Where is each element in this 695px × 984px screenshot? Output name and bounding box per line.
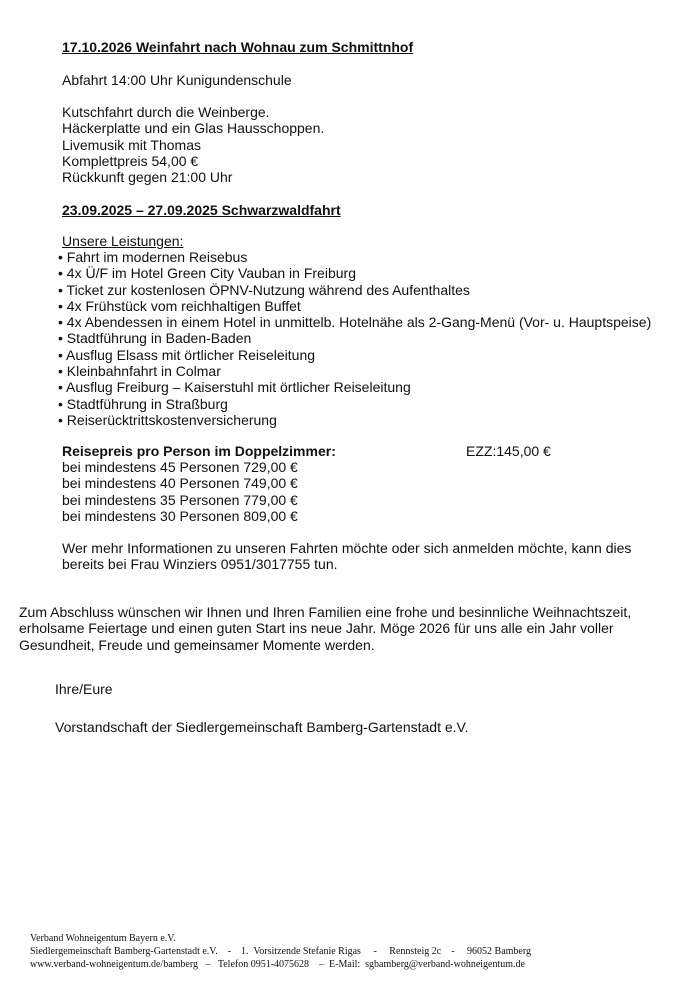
- signature: Vorstandschaft der Siedlergemeinschaft Bamberg-Gartenstadt e.V.: [55, 719, 469, 735]
- price-list: [62, 459, 298, 524]
- list-item: • Ticket zur kostenlosen ÖPNV-Nutzung während des Aufenthaltes: [58, 281, 470, 298]
- event1-departure: Abfahrt 14:00 Uhr Kunigundenschule: [62, 72, 292, 88]
- price-line: bei mindestens 35 Personen 779,00 €: [62, 491, 298, 508]
- greeting: Ihre/Eure: [55, 681, 113, 697]
- list-item: • 4x Frühstück vom reichhaltigen Buffet: [58, 297, 301, 314]
- list-item: • 4x Abendessen in einem Hotel in unmittelb. Hotelnähe als 2-Gang-Menü (Vor- u. Hauptspeise): [58, 314, 652, 331]
- info-line: Wer mehr Informationen zu unseren Fahrten möchte oder sich anmelden möchte, kann dies: [62, 540, 632, 556]
- footer-line: Verband Wohneigentum Bayern e.V.: [30, 933, 176, 944]
- list-item: • Stadtführung in Baden-Baden: [58, 330, 252, 347]
- list-item: • 4x Ü/F im Hotel Green City Vauban in Freiburg: [58, 265, 356, 282]
- footer-line: Siedlergemeinschaft Bamberg-Gartenstadt e.V. - 1. Vorsitzende Stefanie Rigas - Rennsteig 2c - 96052 Bamberg: [30, 946, 532, 957]
- list-item: • Reiserücktrittskostenversicherung: [58, 411, 277, 428]
- list-item: • Ausflug Freiburg – Kaiserstuhl mit örtlicher Reiseleitung: [58, 379, 411, 396]
- detail-line: Komplettpreis 54,00 €: [62, 152, 199, 169]
- closing-paragraph: [19, 604, 631, 653]
- services-list: [58, 249, 651, 428]
- services-label: Unsere Leistungen:: [62, 233, 184, 249]
- detail-line: Rückkunft gegen 21:00 Uhr: [62, 169, 233, 186]
- info-line: bereits bei Frau Winziers 0951/3017755 tun.: [62, 556, 338, 573]
- list-item: • Fahrt im modernen Reisebus: [58, 249, 248, 265]
- list-item: • Stadtführung in Straßburg: [58, 395, 228, 412]
- price-line: bei mindestens 30 Personen 809,00 €: [62, 507, 298, 524]
- price-line: bei mindestens 45 Personen 729,00 €: [62, 459, 298, 475]
- event1-details: [62, 104, 324, 185]
- event2-title: 23.09.2025 – 27.09.2025 Schwarzwaldfahrt: [62, 202, 341, 218]
- closing-line: Gesundheit, Freude und gemeinsamer Momente werden.: [19, 636, 375, 653]
- footer-line: www.verband-wohneigentum.de/bamberg – Telefon 0951-4075628 – E-Mail: sgbamberg@verband-wohneigentum.de: [30, 959, 525, 970]
- detail-line: Livemusik mit Thomas: [62, 136, 202, 153]
- single-room-surcharge: EZZ:145,00 €: [466, 443, 551, 459]
- closing-line: Zum Abschluss wünschen wir Ihnen und Ihren Familien eine frohe und besinnliche Weihnachtszeit,: [19, 604, 632, 620]
- footer: [30, 932, 531, 971]
- price-label: Reisepreis pro Person im Doppelzimmer:: [62, 443, 336, 459]
- list-item: • Kleinbahnfahrt in Colmar: [58, 363, 221, 380]
- detail-line: Häckerplatte und ein Glas Hausschoppen.: [62, 120, 325, 137]
- event1-title: 17.10.2026 Weinfahrt nach Wohnau zum Schmittnhof: [62, 39, 414, 55]
- info-paragraph: [62, 540, 631, 573]
- closing-line: erholsame Feiertage und einen guten Start ins neue Jahr. Möge 2026 für uns alle ein Jahr voller: [19, 620, 614, 637]
- detail-line: Kutschfahrt durch die Weinberge.: [62, 104, 270, 120]
- price-line: bei mindestens 40 Personen 749,00 €: [62, 475, 298, 492]
- list-item: • Ausflug Elsass mit örtlicher Reiseleitung: [58, 346, 316, 363]
